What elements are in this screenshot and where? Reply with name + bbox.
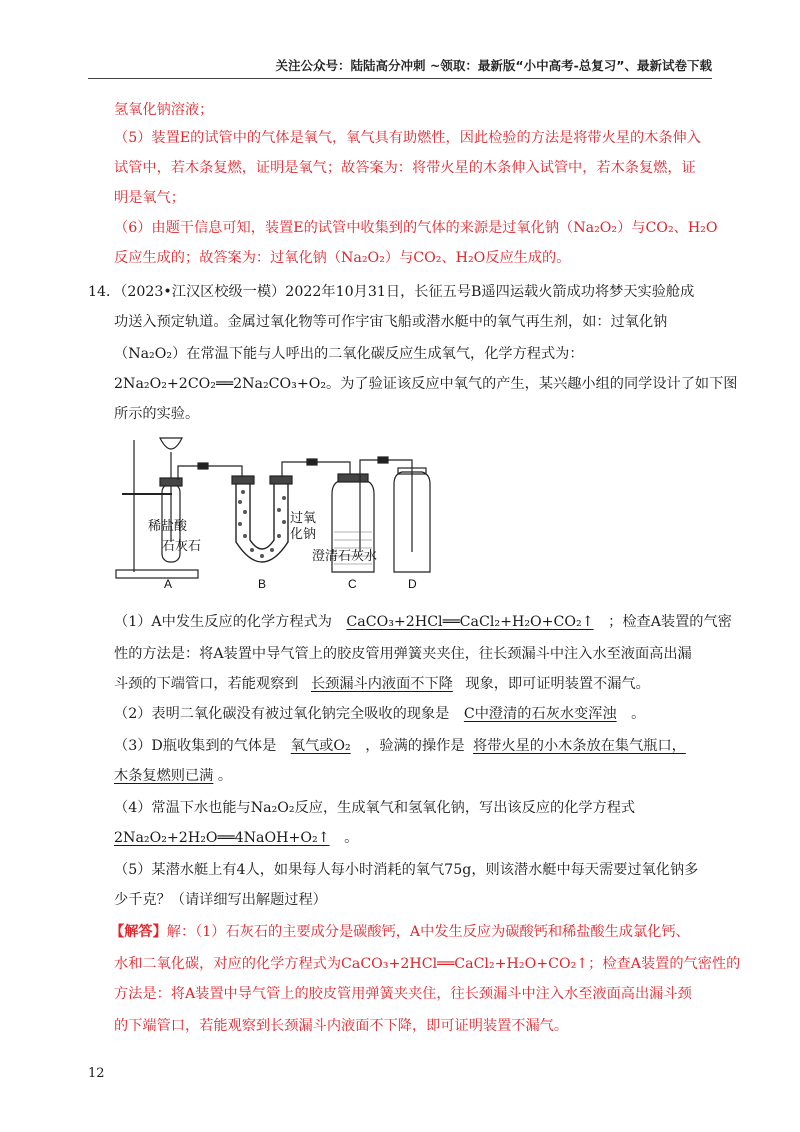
prev-answer-line-5: （6）由题干信息可知，装置E的试管中收集到的气体的来源是过氧化钠（Na₂O₂）与CO₂、H₂O	[114, 220, 718, 236]
solution-line-4: 的下端管口，若能观察到长颈漏斗内液面不下降，即可证明装置不漏气。	[114, 1018, 569, 1034]
question-stem-2: 功送入预定轨道。金属过氧化物等可作宇宙飞船或潜水艇中的氧气再生剂，如：过氧化钠	[114, 314, 668, 330]
subq-4-post: 。	[344, 830, 359, 846]
subq-1a-answer: CaCO₃+2HCl══CaCl₂+H₂O+CO₂↑	[346, 614, 594, 630]
apparatus-figure	[112, 432, 442, 592]
subq-1a-post: ；检查A装置的气密	[608, 614, 732, 630]
label-limewater: 澄清石灰水	[312, 548, 378, 563]
subq-3-answer-2a: 将带火星的小木条放在集气瓶口，	[473, 738, 686, 754]
subq-2-answer: C中澄清的石灰水变浑浊	[463, 706, 617, 722]
subq-3a	[114, 736, 690, 756]
question-stem-1: 14．（2023•江汉区校级一模）2022年10月31日，长征五号B遥四运载火箭成功将梦天实验舱成	[88, 284, 695, 300]
label-b: B	[258, 577, 267, 591]
funnel-top	[160, 438, 182, 449]
question-stem-5: 所示的实验。	[114, 406, 200, 422]
solution-line-1-text: 解：（1）石灰石的主要成分是碳酸钙，A中发生反应为碳酸钙和稀盐酸生成氯化钙、	[166, 924, 690, 940]
subq-1a	[114, 612, 732, 632]
subq-3-answer-1: 氧气或O₂	[290, 738, 351, 754]
solution-line-3: 方法是：将A装置中导气管上的胶皮管用弹簧夹夹住，往长颈漏斗中注入水至液面高出漏斗颈	[114, 986, 692, 1002]
subq-1c-answer: 长颈漏斗内液面不下降	[310, 676, 453, 692]
subq-1a-pre: （1）A中发生反应的化学方程式为	[114, 614, 332, 630]
label-c: C	[348, 577, 357, 591]
label-peroxide-2: 化钠	[290, 526, 317, 541]
subq-2	[114, 704, 645, 724]
label-d: D	[408, 577, 417, 591]
subq-1c-pre: 斗颈的下端管口，若能观察到	[114, 676, 299, 692]
prev-answer-line-6: 反应生成的；故答案为：过氧化钠（Na₂O₂）与CO₂、H₂O反应生成的。	[114, 250, 571, 266]
subq-2-pre: （2）表明二氧化碳没有被过氧化钠完全吸收的现象是	[114, 706, 450, 722]
prev-answer-line-1: 氢氧化钠溶液；	[114, 102, 214, 118]
prev-answer-line-3: 试管中，若木条复燃，证明是氧气；故答案为：将带火星的木条伸入试管中，若木条复燃，证	[114, 160, 696, 176]
stand-base	[116, 570, 198, 578]
subq-3-pre: （3）D瓶收集到的气体是	[114, 738, 277, 754]
label-acid: 稀盐酸	[148, 518, 188, 533]
label-a: A	[164, 577, 173, 591]
prev-answer-line-4: 明是氧气；	[114, 190, 185, 206]
question-stem-3: （Na₂O₂）在常温下能与人呼出的二氧化碳反应生成氧气，化学方程式为：	[114, 346, 584, 362]
label-stone: 石灰石	[162, 538, 202, 553]
subq-3-answer-2b: 木条复燃则已满	[114, 768, 214, 784]
subq-4a: （4）常温下水也能与Na₂O₂反应，生成氧气和氢氧化钠，写出该反应的化学方程式	[114, 800, 636, 816]
header-rule	[88, 78, 712, 79]
subq-4b	[114, 828, 358, 848]
prev-answer-line-2: （5）装置E的试管中的气体是氧气，氧气具有助燃性，因此检验的方法是将带火星的木条伸入	[114, 130, 701, 146]
subq-3-post: 。	[217, 768, 233, 784]
subq-3b	[114, 766, 232, 786]
solution-line-1	[110, 922, 690, 942]
solution-tag: 【解答】	[110, 924, 167, 940]
subq-4-answer: 2Na₂O₂+2H₂O══4NaOH+O₂↑	[114, 830, 330, 846]
subq-1c	[114, 674, 650, 694]
page-header: 关注公众号：陆陆高分冲刺 ~领取：最新版“小中高考-总复习”、最新试卷下载	[275, 58, 712, 73]
stopper-a	[160, 478, 182, 486]
subq-5a: （5）某潜水艇上有4人，如果每人每小时消耗的氧气75g，则该潜水艇中每天需要过氧化钠多	[114, 862, 699, 878]
subq-2-post: 。	[631, 706, 646, 722]
solution-line-2: 水和二氧化碳，对应的化学方程式为CaCO₃+2HCl══CaCl₂+H₂O+CO₂↑；检查A装置的气密性的	[114, 956, 741, 972]
subq-1b: 性的方法是：将A装置中导气管上的胶皮管用弹簧夹夹住，往长颈漏斗中注入水至液面高出漏	[114, 646, 692, 662]
subq-3-mid: ，验满的操作是	[365, 738, 465, 754]
page-number: 12	[88, 1066, 105, 1081]
label-peroxide-1: 过氧	[290, 510, 317, 525]
subq-1c-post: 现象，即可证明装置不漏气。	[465, 676, 650, 692]
question-stem-4: 2Na₂O₂+2CO₂══2Na₂CO₃+O₂。为了验证该反应中氧气的产生，某兴趣小组的同学设计了如下图	[114, 376, 738, 392]
subq-5b: 少千克？（请详细写出解题过程）	[114, 892, 327, 908]
